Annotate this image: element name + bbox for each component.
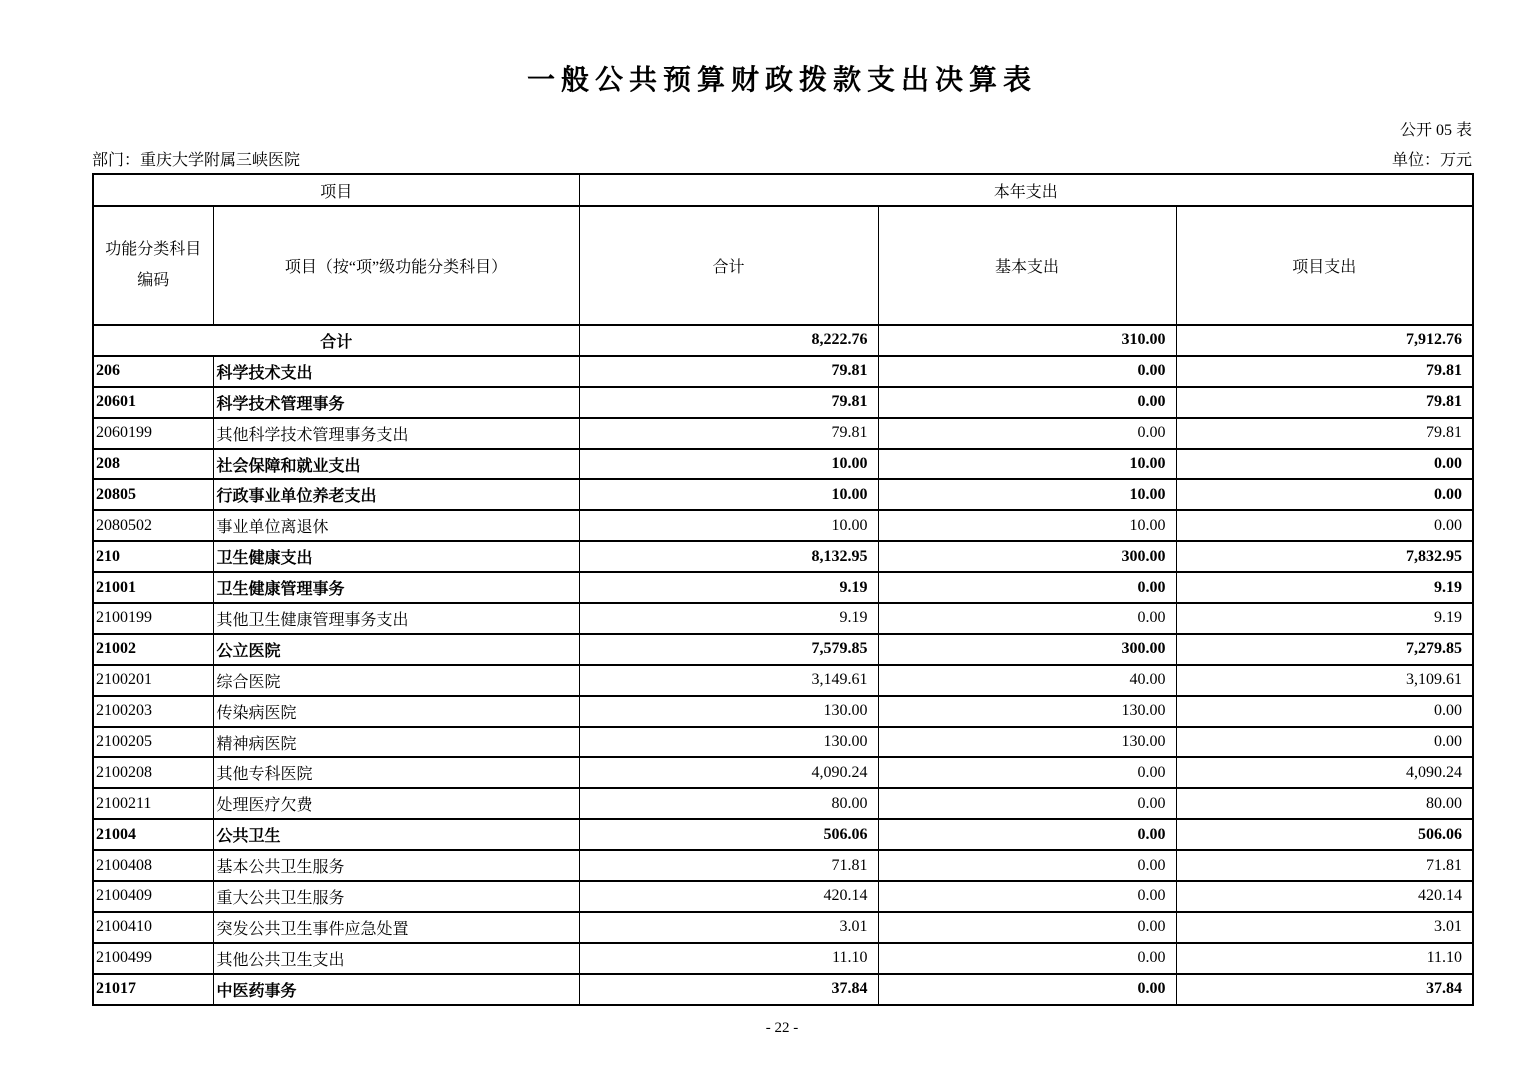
table-row — [93, 850, 1473, 881]
table-row — [93, 541, 1473, 572]
row-total: 80.00 — [579, 788, 878, 819]
row-basic: 0.00 — [878, 603, 1176, 634]
row-name: 精神病医院 — [213, 727, 579, 758]
header-code-line2: 编码 — [137, 271, 170, 289]
row-name: 其他公共卫生支出 — [213, 943, 579, 974]
meta-row — [92, 147, 1472, 170]
table-row — [93, 943, 1473, 974]
row-project: 11.10 — [1176, 943, 1473, 974]
row-name: 公共卫生 — [213, 819, 579, 850]
row-code: 2100203 — [93, 696, 213, 727]
row-project: 71.81 — [1176, 850, 1473, 881]
row-total: 37.84 — [579, 974, 878, 1005]
table-row — [93, 819, 1473, 850]
row-basic: 10.00 — [878, 510, 1176, 541]
row-code: 2100211 — [93, 788, 213, 819]
row-code: 21002 — [93, 634, 213, 665]
row-basic: 0.00 — [878, 881, 1176, 912]
row-code: 210 — [93, 541, 213, 572]
row-total: 79.81 — [579, 356, 878, 387]
row-basic: 10.00 — [878, 479, 1176, 510]
header-item-group: 项目 — [93, 174, 579, 206]
table-row — [93, 510, 1473, 541]
row-project: 37.84 — [1176, 974, 1473, 1005]
row-name: 传染病医院 — [213, 696, 579, 727]
row-project: 4,090.24 — [1176, 757, 1473, 788]
header-item-column: 项目（按“项”级功能分类科目） — [213, 206, 579, 325]
row-basic: 0.00 — [878, 819, 1176, 850]
row-total: 130.00 — [579, 727, 878, 758]
row-basic: 300.00 — [878, 634, 1176, 665]
row-basic: 40.00 — [878, 665, 1176, 696]
department-label: 部门：重庆大学附属三峡医院 — [92, 152, 301, 169]
row-total: 79.81 — [579, 387, 878, 418]
row-total: 71.81 — [579, 850, 878, 881]
budget-table — [92, 173, 1474, 1006]
row-code: 2100205 — [93, 727, 213, 758]
row-name: 其他科学技术管理事务支出 — [213, 418, 579, 449]
row-project: 3,109.61 — [1176, 665, 1473, 696]
header-total-column: 合计 — [579, 206, 878, 325]
row-code: 206 — [93, 356, 213, 387]
row-basic: 130.00 — [878, 696, 1176, 727]
row-project: 420.14 — [1176, 881, 1473, 912]
row-name: 突发公共卫生事件应急处置 — [213, 912, 579, 943]
row-name: 行政事业单位养老支出 — [213, 479, 579, 510]
row-name: 科学技术管理事务 — [213, 387, 579, 418]
row-basic: 0.00 — [878, 572, 1176, 603]
row-basic: 0.00 — [878, 974, 1176, 1005]
row-code: 21017 — [93, 974, 213, 1005]
row-code: 2100408 — [93, 850, 213, 881]
row-basic: 0.00 — [878, 912, 1176, 943]
header-code-column — [93, 206, 213, 325]
table-row — [93, 603, 1473, 634]
row-project: 0.00 — [1176, 510, 1473, 541]
row-basic: 10.00 — [878, 449, 1176, 480]
row-name: 综合医院 — [213, 665, 579, 696]
row-name: 基本公共卫生服务 — [213, 850, 579, 881]
table-row — [93, 912, 1473, 943]
page-title: 一般公共预算财政拨款支出决算表 — [526, 65, 1037, 96]
row-project: 506.06 — [1176, 819, 1473, 850]
table-row — [93, 696, 1473, 727]
row-code: 2100208 — [93, 757, 213, 788]
total-row — [93, 325, 1473, 356]
header-code-line1: 功能分类科目 — [105, 241, 202, 259]
row-basic: 0.00 — [878, 850, 1176, 881]
header-basic-column: 基本支出 — [878, 206, 1176, 325]
table-row — [93, 418, 1473, 449]
table-row — [93, 665, 1473, 696]
row-name: 卫生健康管理事务 — [213, 572, 579, 603]
row-name: 处理医疗欠费 — [213, 788, 579, 819]
row-name: 科学技术支出 — [213, 356, 579, 387]
row-code: 2080502 — [93, 510, 213, 541]
row-total: 130.00 — [579, 696, 878, 727]
row-name: 其他卫生健康管理事务支出 — [213, 603, 579, 634]
row-project: 0.00 — [1176, 479, 1473, 510]
table-row — [93, 788, 1473, 819]
total-row-total: 8,222.76 — [579, 325, 878, 356]
row-project: 80.00 — [1176, 788, 1473, 819]
row-project: 79.81 — [1176, 387, 1473, 418]
row-code: 2060199 — [93, 418, 213, 449]
table-row — [93, 634, 1473, 665]
row-code: 2100499 — [93, 943, 213, 974]
table-row — [93, 572, 1473, 603]
header-project-column: 项目支出 — [1176, 206, 1473, 325]
row-total: 506.06 — [579, 819, 878, 850]
table-row — [93, 881, 1473, 912]
table-code-label: 公开 05 表 — [1399, 122, 1472, 139]
table-row — [93, 757, 1473, 788]
row-total: 3.01 — [579, 912, 878, 943]
row-name: 重大公共卫生服务 — [213, 881, 579, 912]
row-code: 2100410 — [93, 912, 213, 943]
row-project: 7,832.95 — [1176, 541, 1473, 572]
row-basic: 0.00 — [878, 757, 1176, 788]
table-row — [93, 449, 1473, 480]
total-row-label: 合计 — [93, 325, 579, 356]
row-basic: 0.00 — [878, 387, 1176, 418]
row-total: 420.14 — [579, 881, 878, 912]
row-basic: 130.00 — [878, 727, 1176, 758]
row-basic: 0.00 — [878, 943, 1176, 974]
row-project: 79.81 — [1176, 418, 1473, 449]
unit-label: 单位：万元 — [1391, 152, 1472, 169]
table-row — [93, 356, 1473, 387]
row-code: 21001 — [93, 572, 213, 603]
row-basic: 0.00 — [878, 788, 1176, 819]
row-code: 20805 — [93, 479, 213, 510]
row-project: 0.00 — [1176, 449, 1473, 480]
total-row-basic: 310.00 — [878, 325, 1176, 356]
row-project: 0.00 — [1176, 696, 1473, 727]
row-total: 11.10 — [579, 943, 878, 974]
row-name: 社会保障和就业支出 — [213, 449, 579, 480]
row-name: 其他专科医院 — [213, 757, 579, 788]
row-name: 公立医院 — [213, 634, 579, 665]
table-row — [93, 974, 1473, 1005]
header-year-group: 本年支出 — [579, 174, 1473, 206]
row-project: 0.00 — [1176, 727, 1473, 758]
row-total: 7,579.85 — [579, 634, 878, 665]
row-name: 中医药事务 — [213, 974, 579, 1005]
row-basic: 0.00 — [878, 356, 1176, 387]
row-code: 2100199 — [93, 603, 213, 634]
row-code: 2100409 — [93, 881, 213, 912]
row-project: 7,279.85 — [1176, 634, 1473, 665]
row-total: 8,132.95 — [579, 541, 878, 572]
row-total: 10.00 — [579, 510, 878, 541]
table-row — [93, 479, 1473, 510]
row-total: 9.19 — [579, 603, 878, 634]
row-project: 9.19 — [1176, 572, 1473, 603]
row-total: 10.00 — [579, 479, 878, 510]
row-total: 10.00 — [579, 449, 878, 480]
row-code: 21004 — [93, 819, 213, 850]
row-total: 3,149.61 — [579, 665, 878, 696]
row-total: 79.81 — [579, 418, 878, 449]
table-row — [93, 727, 1473, 758]
row-code: 2100201 — [93, 665, 213, 696]
row-basic: 300.00 — [878, 541, 1176, 572]
header-group-row — [93, 174, 1473, 206]
row-basic: 0.00 — [878, 418, 1176, 449]
row-name: 事业单位离退休 — [213, 510, 579, 541]
header-columns-row — [93, 206, 1473, 325]
table-row — [93, 387, 1473, 418]
row-name: 卫生健康支出 — [213, 541, 579, 572]
row-code: 20601 — [93, 387, 213, 418]
row-project: 3.01 — [1176, 912, 1473, 943]
row-total: 9.19 — [579, 572, 878, 603]
row-total: 4,090.24 — [579, 757, 878, 788]
total-row-project: 7,912.76 — [1176, 325, 1473, 356]
page-number: - 22 - — [765, 1020, 799, 1036]
row-code: 208 — [93, 449, 213, 480]
row-project: 9.19 — [1176, 603, 1473, 634]
row-project: 79.81 — [1176, 356, 1473, 387]
